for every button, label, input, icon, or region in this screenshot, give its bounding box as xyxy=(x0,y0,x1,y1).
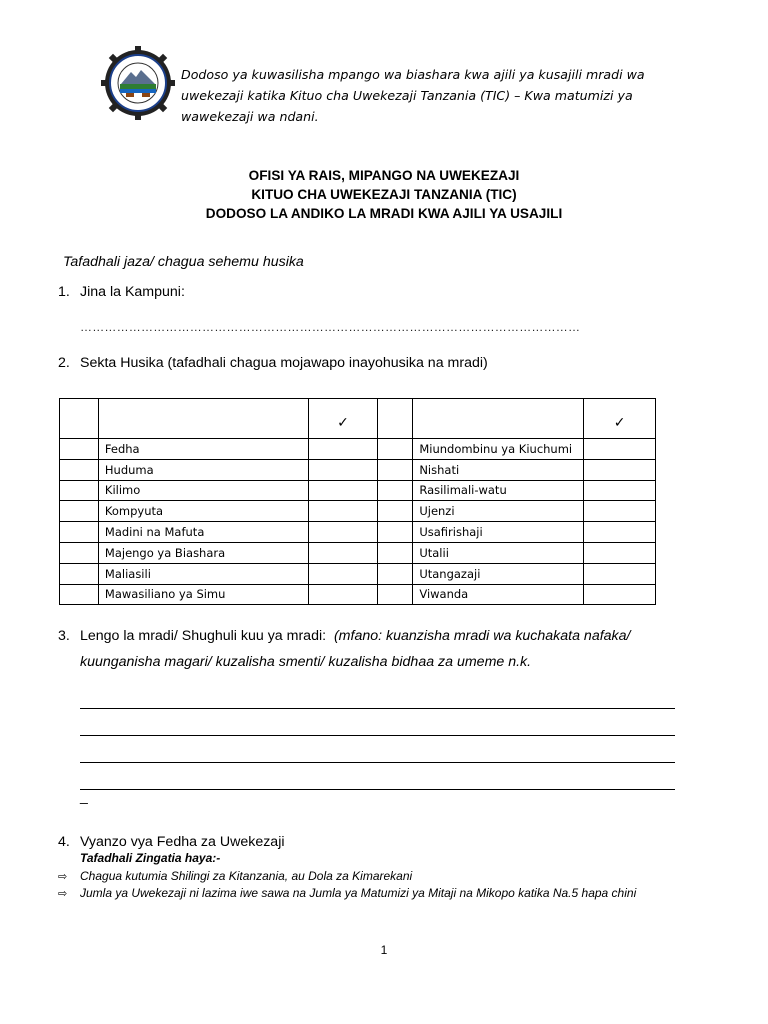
sector-name: Madini na Mafuta xyxy=(98,522,308,543)
check-cell[interactable] xyxy=(584,522,656,543)
sector-name: Utalii xyxy=(413,542,584,563)
answer-line[interactable] xyxy=(80,709,675,736)
title-line-2: KITUO CHA UWEKEZAJI TANZANIA (TIC) xyxy=(251,187,517,202)
check-cell[interactable] xyxy=(308,522,378,543)
project-objective-lines[interactable] xyxy=(80,682,675,790)
sector-name: Utangazaji xyxy=(413,563,584,584)
question-number: 2. xyxy=(58,355,70,371)
question-label: Vyanzo vya Fedha za Uwekezaji xyxy=(80,834,285,850)
note-bullet xyxy=(58,869,412,883)
check-cell[interactable] xyxy=(584,439,656,460)
check-column-header: ✓ xyxy=(308,399,378,439)
select-cell[interactable] xyxy=(60,522,99,543)
check-cell[interactable] xyxy=(308,501,378,522)
check-cell[interactable] xyxy=(584,501,656,522)
select-cell[interactable] xyxy=(60,439,99,460)
intro-instruction: Tafadhali jaza/ chagua sehemu husika xyxy=(63,254,304,270)
select-cell[interactable] xyxy=(60,480,99,501)
question-2 xyxy=(58,355,488,371)
question-1 xyxy=(58,284,185,300)
sector-table xyxy=(59,398,656,605)
select-cell[interactable] xyxy=(60,563,99,584)
sector-name: Nishati xyxy=(413,459,584,480)
check-cell[interactable] xyxy=(308,459,378,480)
check-cell[interactable] xyxy=(584,459,656,480)
answer-line[interactable] xyxy=(80,682,675,709)
select-cell[interactable] xyxy=(60,542,99,563)
select-cell[interactable] xyxy=(378,501,413,522)
table-header-row xyxy=(60,399,656,439)
bullet-text: Chagua kutumia Shilingi za Kitanzania, au Dola za Kimarekani xyxy=(80,869,413,883)
check-cell[interactable] xyxy=(584,542,656,563)
sector-name: Miundombinu ya Kiuchumi xyxy=(413,439,584,460)
check-column-header: ✓ xyxy=(584,399,656,439)
sector-name: Ujenzi xyxy=(413,501,584,522)
table-row xyxy=(60,584,656,605)
sector-name: Mawasiliano ya Simu xyxy=(98,584,308,605)
company-name-field[interactable]: …………………………………………………………………………………………………………… xyxy=(80,320,581,334)
question-label: Sekta Husika (tafadhali chagua mojawapo inayohusika na mradi) xyxy=(80,355,488,371)
question-number: 3. xyxy=(58,628,70,644)
example-text: (mfano: kuanzisha mradi wa kuchakata nafaka/ xyxy=(333,628,631,644)
question-label: Jina la Kampuni: xyxy=(80,284,185,300)
arrow-right-icon: ⇨ xyxy=(58,871,68,883)
table-row xyxy=(60,439,656,460)
question-4 xyxy=(58,834,285,850)
example-text-continued: kuunganisha magari/ kuzalisha smenti/ kuzalisha bidhaa za umeme n.k. xyxy=(80,654,532,670)
title-line-1: OFISI YA RAIS, MIPANGO NA UWEKEZAJI xyxy=(248,168,520,183)
table-row xyxy=(60,480,656,501)
table-row xyxy=(60,542,656,563)
sector-name: Rasilimali-watu xyxy=(413,480,584,501)
tic-gear-seal-logo-icon xyxy=(101,46,175,120)
question-number: 1. xyxy=(58,284,70,300)
question-3 xyxy=(58,628,630,644)
select-cell[interactable] xyxy=(60,501,99,522)
question-number: 4. xyxy=(58,834,70,850)
note-title: Tafadhali Zingatia haya:- xyxy=(80,851,221,865)
select-cell[interactable] xyxy=(378,584,413,605)
check-cell[interactable] xyxy=(584,563,656,584)
select-cell[interactable] xyxy=(378,522,413,543)
sector-name: Viwanda xyxy=(413,584,584,605)
table-row xyxy=(60,522,656,543)
sector-name: Kilimo xyxy=(98,480,308,501)
answer-line[interactable] xyxy=(80,763,675,790)
check-cell[interactable] xyxy=(584,480,656,501)
note-bullet xyxy=(58,886,636,900)
select-cell[interactable] xyxy=(378,459,413,480)
sector-name: Majengo ya Biashara xyxy=(98,542,308,563)
sector-name: Fedha xyxy=(98,439,308,460)
answer-line[interactable] xyxy=(80,736,675,763)
check-cell[interactable] xyxy=(308,480,378,501)
sector-name: Huduma xyxy=(98,459,308,480)
select-cell[interactable] xyxy=(378,480,413,501)
table-row xyxy=(60,501,656,522)
title-line-3: DODOSO LA ANDIKO LA MRADI KWA AJILI YA USAJILI xyxy=(205,206,563,221)
table-row xyxy=(60,563,656,584)
table-row xyxy=(60,459,656,480)
select-cell[interactable] xyxy=(378,563,413,584)
page-number: 1 xyxy=(380,943,388,957)
select-cell[interactable] xyxy=(378,439,413,460)
check-cell[interactable] xyxy=(584,584,656,605)
sector-name: Kompyuta xyxy=(98,501,308,522)
document-titles xyxy=(0,166,768,223)
sector-name: Usafirishaji xyxy=(413,522,584,543)
check-cell[interactable] xyxy=(308,439,378,460)
select-cell[interactable] xyxy=(60,584,99,605)
bullet-text: Jumla ya Uwekezaji ni lazima iwe sawa na Jumla ya Matumizi ya Mitaji na Mikopo katika Na.5 hapa chini xyxy=(80,886,637,900)
header-note: Dodoso ya kuwasilisha mpango wa biashara kwa ajili ya kusajili mradi wa uwekezaji katika Kituo cha Uwekezaji Tanzania (TIC) – Kwa matumizi ya wawekezaji wa ndani. xyxy=(181,67,645,124)
sector-name: Maliasili xyxy=(98,563,308,584)
check-cell[interactable] xyxy=(308,584,378,605)
select-cell[interactable] xyxy=(378,542,413,563)
check-cell[interactable] xyxy=(308,542,378,563)
arrow-right-icon: ⇨ xyxy=(58,888,68,900)
check-cell[interactable] xyxy=(308,563,378,584)
question-label: Lengo la mradi/ Shughuli kuu ya mradi: xyxy=(80,628,327,644)
select-cell[interactable] xyxy=(60,459,99,480)
trailing-dash: _ xyxy=(80,788,88,804)
